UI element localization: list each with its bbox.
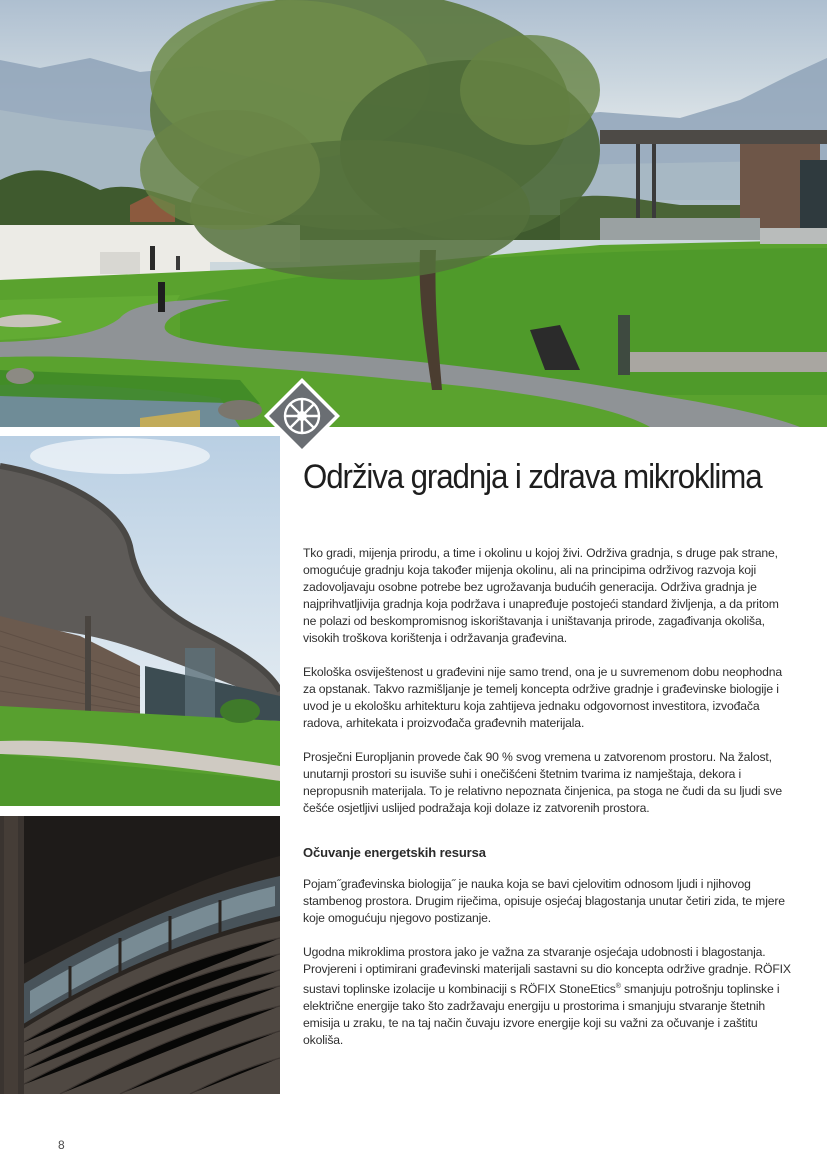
article-body <box>303 545 791 1066</box>
page-title: Održiva gradnja i zdrava mikroklima <box>303 458 762 496</box>
paragraph: Ekološka osviještenost u građevini nije samo trend, ona je u suvremenom dobu neophodna za opstanak. Takvo razmišljanje je temelj koncepta održive gradnje i građevinske biologije i uvod je u ekološku arhitekturu koja zahtijeva jednaku odgovornost investitora, izvođača radova, arhitekata i proizvođača građevnih materijala. <box>303 665 782 730</box>
photo-stone-facade <box>0 816 280 1094</box>
hero-photo-golf-course <box>0 0 827 427</box>
photo-curved-roof-building <box>0 436 280 806</box>
wheel-emblem-icon <box>262 376 342 456</box>
section-heading: Očuvanje energetskih resursa <box>303 845 486 860</box>
paragraph-text: smanjuju potrošnju toplinske i električne energije tako što zadržavaju energiju u prostorima i smanjuju stvaranje štetnih emisija u zraku, te na taj način čuvaju izvore energije koji su važni za očuvanje i zaštitu okoliša. <box>303 982 780 1048</box>
page-number: 8 <box>58 1138 65 1152</box>
paragraph: Pojam˝građevinska biologija˝ je nauka koja se bavi cjelovitim odnosom ljudi i njihovog stambenog prostora. Drugim riječima, opisuje osjećaj blagostanja unutar četiri zida, te mjere koje omogućuju njegovo postizanje. <box>303 877 785 925</box>
paragraph: Prosječni Europljanin provede čak 90 % svog vremena u zatvorenom prostoru. Na žalost, unutarnji prostori su isuviše suhi i onečišćeni štetnim tvarima iz namještaja, dekora i nepropusnih materijala. To je relativno nepoznata činjenica, pa stoga ne čudi da su ljudi sve češće osjetljivi uslijed podražaja koji dolaze iz zatvorenih prostora. <box>303 750 783 815</box>
paragraph: Tko gradi, mijenja prirodu, a time i okolinu u kojoj živi. Održiva gradnja, s druge pak strane, omogućuje gradnju koja također mijenja okolinu, ali na principima održivog razvoja koji zadovoljavaju osobne potrebe bez ugrožavanja budućih generacija. Održiva gradnja je najprihvatljivija gradnja koja podržava i unapređuje postojeći standard življenja, a da pritom ne polazi od beskompromisnog iskorištavanja i uništavanja prirode, zagađivanja okoliša, visokih troškova korištenja i održavanja građevina. <box>303 546 779 645</box>
paragraph-last <box>303 944 791 1049</box>
registered-mark: ® <box>615 983 621 990</box>
paragraph-text: Ugodna mikroklima prostora jako je važna za stvaranje osjećaja udobnosti i blagostanja. Provjereni i optimirani građevinski materijali sastavni su dio koncepta održive gradnje. RÖFIX sustavi toplinske izolacije u kombinaciji s RÖFIX StoneEtics <box>303 945 791 997</box>
